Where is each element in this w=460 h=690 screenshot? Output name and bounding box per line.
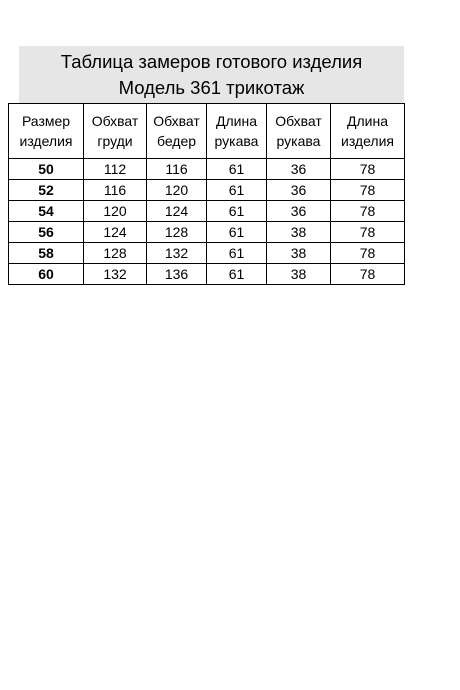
header-size: Размер изделия: [9, 104, 84, 159]
garment-length-cell: 78: [331, 222, 405, 243]
header-garment-length: Длина изделия: [331, 104, 405, 159]
garment-length-cell: 78: [331, 243, 405, 264]
hips-cell: 124: [147, 201, 207, 222]
chest-cell: 132: [84, 264, 147, 285]
table-row: [9, 222, 405, 243]
size-cell: 54: [9, 201, 84, 222]
size-cell: 52: [9, 180, 84, 201]
sleeve-length-cell: 61: [207, 201, 267, 222]
garment-length-cell: 78: [331, 264, 405, 285]
hips-cell: 116: [147, 159, 207, 180]
sleeve-girth-cell: 38: [267, 264, 331, 285]
chest-cell: 116: [84, 180, 147, 201]
table-row: [9, 264, 405, 285]
header-hips: Обхват бедер: [147, 104, 207, 159]
table-row: [9, 180, 405, 201]
sleeve-girth-cell: 36: [267, 201, 331, 222]
hips-cell: 128: [147, 222, 207, 243]
sleeve-length-cell: 61: [207, 243, 267, 264]
chest-cell: 120: [84, 201, 147, 222]
sleeve-length-cell: 61: [207, 159, 267, 180]
sleeve-length-cell: 61: [207, 180, 267, 201]
header-sleeve-girth: Обхват рукава: [267, 104, 331, 159]
chest-cell: 112: [84, 159, 147, 180]
table-row: [9, 159, 405, 180]
sleeve-girth-cell: 36: [267, 180, 331, 201]
chest-cell: 124: [84, 222, 147, 243]
sleeve-girth-cell: 36: [267, 159, 331, 180]
size-cell: 56: [9, 222, 84, 243]
table-row: [9, 243, 405, 264]
measurements-table: [8, 103, 405, 285]
sleeve-girth-cell: 38: [267, 243, 331, 264]
table-title: [19, 46, 404, 104]
garment-length-cell: 78: [331, 201, 405, 222]
table-row: [9, 201, 405, 222]
hips-cell: 120: [147, 180, 207, 201]
header-chest: Обхват груди: [84, 104, 147, 159]
header-sleeve-length: Длина рукава: [207, 104, 267, 159]
garment-length-cell: 78: [331, 159, 405, 180]
sleeve-length-cell: 61: [207, 222, 267, 243]
hips-cell: 132: [147, 243, 207, 264]
title-line-2: Модель 361 трикотаж: [118, 77, 305, 98]
chest-cell: 128: [84, 243, 147, 264]
sleeve-girth-cell: 38: [267, 222, 331, 243]
size-cell: 60: [9, 264, 84, 285]
hips-cell: 136: [147, 264, 207, 285]
header-row: [9, 104, 405, 159]
size-cell: 58: [9, 243, 84, 264]
title-line-1: Таблица замеров готового изделия: [60, 51, 363, 72]
size-cell: 50: [9, 159, 84, 180]
sleeve-length-cell: 61: [207, 264, 267, 285]
garment-length-cell: 78: [331, 180, 405, 201]
